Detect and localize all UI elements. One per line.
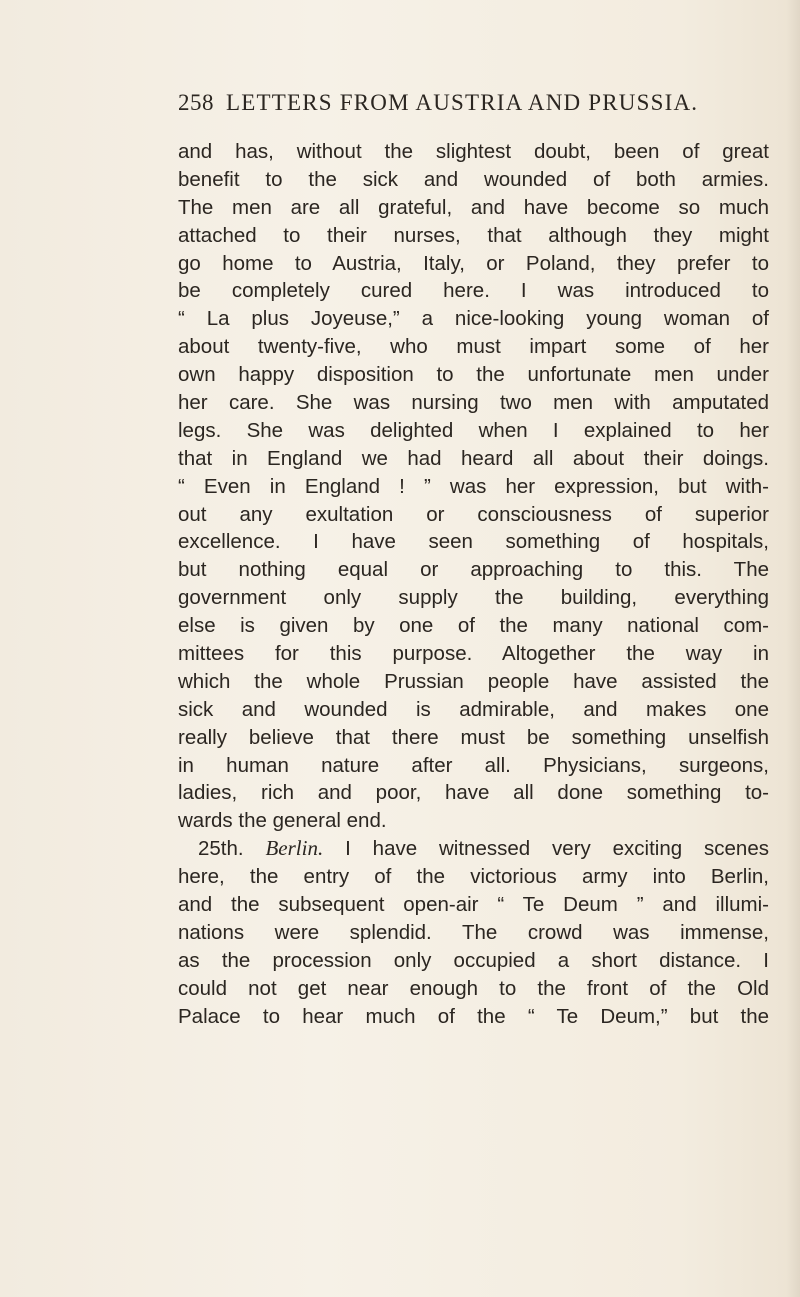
- text-line: “ La plus Joyeuse,” a nice-looking young woman of: [178, 307, 769, 331]
- text-line: legs. She was delighted when I explained to her: [178, 418, 769, 442]
- text-line: that in England we had heard all about their doings.: [178, 446, 769, 470]
- running-title: LETTERS FROM AUSTRIA AND PRUSSIA.: [226, 90, 699, 115]
- text-line: go home to Austria, Italy, or Poland, they prefer to: [178, 251, 769, 275]
- text-line: attached to their nurses, that although they might: [178, 223, 769, 247]
- text-line: The men are all grateful, and have become so much: [178, 195, 769, 219]
- text-line: out any exultation or consciousness of superior: [178, 502, 769, 526]
- text-line: benefit to the sick and wounded of both armies.: [178, 167, 769, 191]
- entry-place: Berlin.: [265, 836, 324, 861]
- text-line: really believe that there must be something unselfish: [178, 725, 769, 749]
- running-header: [178, 90, 738, 124]
- text-line: but nothing equal or approaching to this. The: [178, 558, 769, 582]
- text-line: her care. She was nursing two men with amputated: [178, 391, 769, 415]
- text-line: in human nature after all. Physicians, surgeons,: [178, 753, 769, 777]
- entry-date: 25th.: [198, 837, 244, 861]
- body-text: [178, 138, 769, 1031]
- text-line: wards the general end.: [178, 809, 387, 833]
- entry-text: I have witnessed very exciting scenes: [345, 837, 769, 861]
- text-line: here, the entry of the victorious army into Berlin,: [178, 865, 769, 889]
- text-line: and has, without the slightest doubt, been of great: [178, 140, 769, 163]
- text-line: nations were splendid. The crowd was immense,: [178, 920, 769, 944]
- text-line: could not get near enough to the front of the Old: [178, 976, 769, 1000]
- text-line: mittees for this purpose. Altogether the way in: [178, 642, 769, 666]
- text-line: “ Even in England ! ” was her expression, but with-: [178, 474, 769, 498]
- text-line: ladies, rich and poor, have all done something to-: [178, 781, 769, 805]
- text-line: government only supply the building, everything: [178, 586, 769, 610]
- text-line: which the whole Prussian people have assisted the: [178, 669, 769, 693]
- text-line: about twenty-five, who must impart some of her: [178, 335, 769, 359]
- text-line: Palace to hear much of the “ Te Deum,” but the: [178, 1004, 769, 1028]
- text-line: own happy disposition to the unfortunate men under: [178, 363, 769, 387]
- text-line: excellence. I have seen something of hospitals,: [178, 530, 769, 554]
- text-line: and the subsequent open-air “ Te Deum ” and illumi-: [178, 893, 769, 917]
- text-line: as the procession only occupied a short distance. I: [178, 948, 769, 972]
- text-line: be completely cured here. I was introduced to: [178, 279, 769, 303]
- text-line: sick and wounded is admirable, and makes one: [178, 697, 769, 721]
- page-number: 258: [178, 90, 214, 115]
- page-edge-shadow: [786, 0, 800, 1297]
- text-line: else is given by one of the many national com-: [178, 614, 769, 638]
- diary-entry-first-line: [178, 835, 769, 863]
